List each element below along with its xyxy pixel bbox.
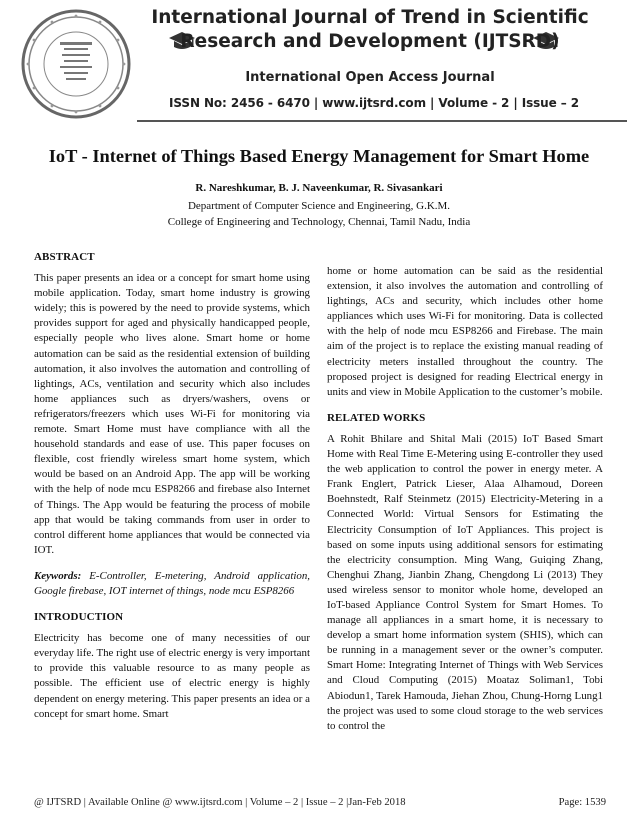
affiliation-department: Department of Computer Science and Engineering, G.K.M. bbox=[187, 200, 451, 212]
affiliation-college: College of Engineering and Technology, Chennai, Tamil Nadu, India bbox=[167, 216, 471, 228]
abstract-text: This paper presents an idea or a concept for smart home using mobile application. Today, smart home industry is growing widely; this is powered by the need to provide systems, which provides support for aged and physically handicapped people, especially people who lives alone. Smart home or home automation can be said as the residential extension of building automation, it also involves the automation and controlling of lightings, ACs, ventilation and security which also includes home appliances such as dryers/washers, ovens or refrigerators/freezers which uses Wi-Fi for monitoring via remote. Smart Home must have compliance with all the household standards and ease of use. This paper focuses on flexible, cost friendly wireless smart home system, which would be based on an Android App. The app will be working with the help of node mcu ESP8266 and firebase also Internet of Things. The App would be featuring the process of mobile app that would be taking commands from user in order to control different home appliances that would be connected via IOT. bbox=[34, 272, 310, 556]
header-divider bbox=[137, 120, 627, 122]
page-number: Page: 1539 bbox=[558, 797, 606, 808]
keywords-block bbox=[34, 569, 310, 599]
journal-seal-logo bbox=[20, 8, 132, 120]
introduction-continuation: home or home automation can be said as the residential extension, it also involves the automation and controlling of lightings, ACs and security, which includes other home appliances which uses Wi-Fi for monitoring. Data is collected with the help of node mcu ESP8266 and Firebase. The main aim of the project is to replace the existing manual reading of electricity meters installed throughout the country. The proposed project is designed for reading Electrical energy in units and view in Mobile Application to the customer’s mobile. bbox=[327, 265, 603, 398]
abstract-heading: ABSTRACT bbox=[34, 251, 95, 263]
paper-title: IoT - Internet of Things Based Energy Management for Smart Home bbox=[48, 146, 590, 166]
author-list: R. Nareshkumar, B. J. Naveenkumar, R. Sivasankari bbox=[195, 182, 443, 194]
right-column bbox=[327, 264, 603, 745]
journal-header bbox=[0, 0, 638, 122]
journal-title: International Journal of Trend in Scientific Research and Development (IJTSRD) bbox=[151, 7, 589, 52]
left-column bbox=[34, 250, 310, 733]
introduction-heading: INTRODUCTION bbox=[34, 611, 124, 624]
journal-subtitle: International Open Access Journal bbox=[245, 70, 495, 85]
related-works-heading: RELATED WORKS bbox=[327, 411, 426, 424]
keywords-text: E-Controller, E-metering, Android application, Google firebase, IOT internet of things, node mcu ESP8266 bbox=[34, 569, 310, 597]
introduction-text: Electricity has become one of many necessities of our everyday life. The right use of electric energy is very important to provide this valuable resource to as many people as possible. The efficient use of electric energy is highly dependent on energy metering. This paper presents an idea or a concept for smart home. Smart bbox=[34, 632, 310, 720]
keywords-label: Keywords: bbox=[34, 569, 82, 582]
issn-line: ISSN No: 2456 - 6470 | www.ijtsrd.com | Volume - 2 | Issue – 2 bbox=[169, 96, 579, 110]
footer-citation: @ IJTSRD | Available Online @ www.ijtsrd.com | Volume – 2 | Issue – 2 |Jan-Feb 2018 bbox=[34, 797, 406, 808]
related-works-text: A Rohit Bhilare and Shital Mali (2015) IoT Based Smart Home with Real Time E-Metering using E-controller they used the web application to control the power in energy meter. A Frank Englert, Patrick Lieser, Alaa Alhamoud, Doreen Boehnstedt, Ralf Steinmetz (2015) Electricity-Metering in a Connected World: Virtual Sensors for Estimating the Electricity Consumption of IoT Appliances. This project is based on some inputs using additional sensors for estimating the electricity consumption. Ming Wang, Guiqing Zhang, Chenghui Zhang, Jianbin Zhang, Chengdong Li (2013) They used wireless sensor to monitor whole home, developed an IoT-based Appliance Control System for Smart Homes. To manage all appliances in a smart home, it is necessary to develop a smart home information system (SHIS), which can be running in a management sever or the owner’s computer. Smart Home: Integrating Internet of Things with Web Services and Cloud Computing (2015) Moataz Soliman1, Tobi Abiodun1, Tarek Hamouda, Jiehan Zhou, Chung-Horng Lung1 the project was used to some cloud storage to the web services to control the bbox=[327, 432, 603, 732]
